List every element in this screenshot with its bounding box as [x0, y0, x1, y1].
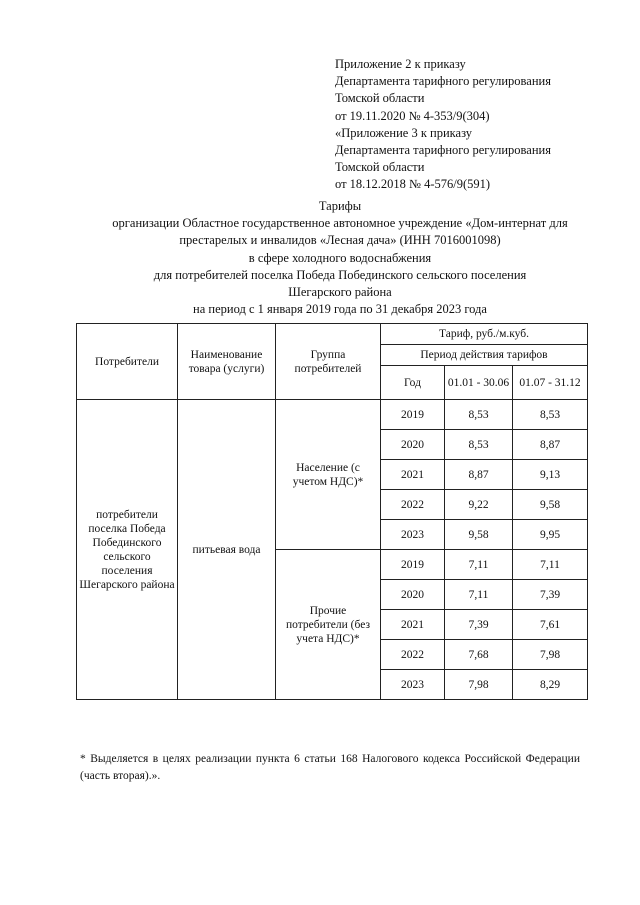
year-cell: 2019: [381, 550, 445, 580]
header-period: Период действия тарифов: [381, 345, 588, 366]
title-line: организации Областное государственное автономное учреждение «Дом-интернат для: [112, 216, 568, 231]
tariff-h1-cell: 7,68: [445, 640, 513, 670]
title-line: Шегарского района: [288, 285, 392, 300]
appendix-line: от 19.11.2020 № 4-353/9(304): [335, 108, 490, 123]
appendix-line: «Приложение 3 к приказу: [335, 125, 473, 140]
title-line: на период с 1 января 2019 года по 31 декабря 2023 года: [193, 302, 487, 317]
tariff-h2-cell: 7,11: [513, 550, 588, 580]
year-cell: 2020: [381, 580, 445, 610]
tariff-h1-cell: 8,53: [445, 400, 513, 430]
header-tariff: Тариф, руб./м.куб.: [381, 324, 588, 345]
appendix-line: Томской области: [335, 91, 425, 106]
tariff-h2-cell: 8,29: [513, 670, 588, 700]
appendix-line: от 18.12.2018 № 4-576/9(591): [335, 177, 491, 192]
title-line: Тарифы: [318, 199, 362, 213]
header-h1: 01.01 - 30.06: [445, 366, 513, 400]
group-cell: Население (с учетом НДС)*: [276, 400, 381, 550]
footnote: * Выделяется в целях реализации пункта 6 статьи 168 Налогового кодекса Российской Федерации (часть вторая).».: [80, 753, 580, 782]
year-cell: 2021: [381, 610, 445, 640]
year-cell: 2019: [381, 400, 445, 430]
tariff-h2-cell: 8,53: [513, 400, 588, 430]
tariff-h1-cell: 7,11: [445, 580, 513, 610]
tariff-h2-cell: 9,13: [513, 460, 588, 490]
tariff-h1-cell: 8,87: [445, 460, 513, 490]
tariff-h1-cell: 9,22: [445, 490, 513, 520]
document-title: [60, 198, 620, 318]
tariff-h1-cell: 7,39: [445, 610, 513, 640]
year-cell: 2023: [381, 670, 445, 700]
appendix-line: Департамента тарифного регулирования: [335, 143, 551, 158]
header-h2: 01.07 - 31.12: [513, 366, 588, 400]
year-cell: 2022: [381, 490, 445, 520]
appendix-line: Приложение 2 к приказу: [335, 57, 466, 71]
tariff-h1-cell: 7,98: [445, 670, 513, 700]
header-consumers: Потребители: [77, 324, 178, 400]
year-cell: 2023: [381, 520, 445, 550]
tariff-h2-cell: 9,58: [513, 490, 588, 520]
product-cell: питьевая вода: [178, 400, 276, 700]
consumers-cell: потребители поселка Победа Побединского сельского поселения Шегарского района: [77, 400, 178, 700]
tariff-h1-cell: 7,11: [445, 550, 513, 580]
title-line: престарелых и инвалидов «Лесная дача» (ИНН 7016001098): [179, 233, 501, 248]
year-cell: 2022: [381, 640, 445, 670]
title-line: для потребителей поселка Победа Побединского сельского поселения: [153, 267, 527, 282]
tariff-h2-cell: 8,87: [513, 430, 588, 460]
appendix-block: [335, 56, 551, 194]
year-cell: 2021: [381, 460, 445, 490]
tariff-h2-cell: 7,98: [513, 640, 588, 670]
header-year: Год: [381, 366, 445, 400]
tariff-h1-cell: 8,53: [445, 430, 513, 460]
tariff-table: [76, 323, 588, 700]
header-group: Группа потребителей: [276, 324, 381, 400]
tariff-h2-cell: 7,39: [513, 580, 588, 610]
title-line: в сфере холодного водоснабжения: [248, 250, 432, 265]
tariff-h2-cell: 9,95: [513, 520, 588, 550]
appendix-line: Департамента тарифного регулирования: [335, 74, 551, 89]
tariff-h2-cell: 7,61: [513, 610, 588, 640]
group-cell: Прочие потребители (без учета НДС)*: [276, 550, 381, 700]
tariff-h1-cell: 9,58: [445, 520, 513, 550]
appendix-line: Томской области: [335, 160, 425, 175]
year-cell: 2020: [381, 430, 445, 460]
header-product: Наименование товара (услуги): [178, 324, 276, 400]
